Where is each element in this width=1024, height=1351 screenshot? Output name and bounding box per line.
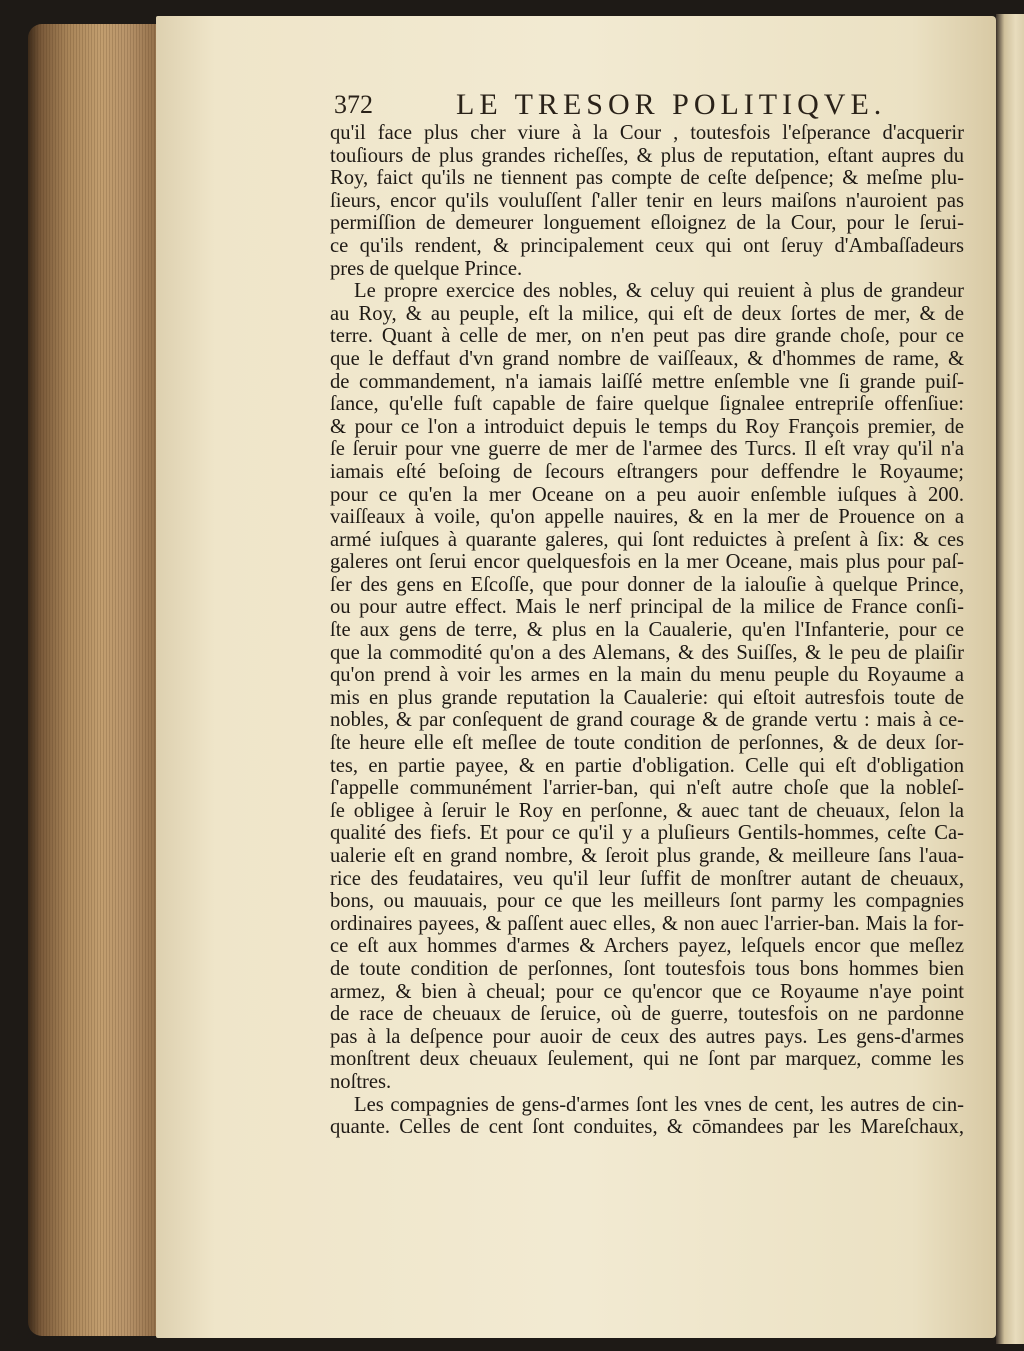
text-line: mis en plus grande reputation la Caualerie: qui eſtoit autresfois toute de (330, 686, 964, 709)
text-line: ſe ſeruir pour vne guerre de mer de l'armee des Turcs. Il eſt vray qu'il n'a (330, 438, 964, 461)
text-line: vaiſſeaux à voile, qu'on appelle nauires, & en la mer de Prouence on a (330, 506, 964, 529)
text-line: de toute condition de perſonnes, ſont toutesfois tous bons hommes bien (330, 957, 964, 980)
page-number: 372 (334, 90, 373, 119)
text-line: ce qu'ils rendent, & principalement ceux qui ont ſeruy d'Ambaſſadeurs (330, 234, 964, 257)
text-line: ſance, qu'elle fuſt capable de faire quelque ſignalee entrepriſe offenſiue: (330, 393, 964, 416)
text-line: galeres ont ſerui encor quelquesfois en la mer Oceane, mais plus pour paſ- (330, 551, 964, 574)
text-line: armez, & bien à cheual; pour ce qu'encor que ce Royaume n'aye point (330, 980, 964, 1003)
text-line: iamais eſté beſoing de ſecours eſtrangers pour deffendre le Royaume; (330, 460, 964, 483)
text-line: & pour ce l'on a introduict depuis le temps du Roy François premier, de (330, 415, 964, 438)
text-line: armé iuſques à quarante galeres, qui ſont reduictes à preſent à ſix: & ces (330, 528, 964, 551)
text-line: ſe obligee à ſeruir le Roy en perſonne, & auec tant de cheuaux, ſelon la (330, 799, 964, 822)
text-line: ſte aux gens de terre, & plus en la Caualerie, qu'en l'Infanterie, pour ce (330, 619, 964, 642)
text-line: touſiours de plus grandes richeſſes, & plus de reputation, eſtant aupres du (330, 144, 964, 167)
text-line: quante. Celles de cent ſont conduites, & cōmandees par les Mareſchaux, (330, 1116, 964, 1139)
text-line: ce eſt aux hommes d'armes & Archers payez, leſquels encor que meſlez (330, 935, 964, 958)
text-line: ou pour autre effect. Mais le nerf principal de la milice de France conſi- (330, 596, 964, 619)
text-line: permiſſion de demeurer longuement eſloignez de la Cour, pour le ſerui- (330, 212, 964, 235)
text-line: ſer des gens en Eſcoſſe, que pour donner de la ialouſie à quelque Prince, (330, 573, 964, 596)
text-line: pas à la deſpence pour auoir de ceux des autres pays. Les gens-d'armes (330, 1025, 964, 1048)
page-header (334, 86, 974, 126)
text-line: Le propre exercice des nobles, & celuy qui reuient à plus de grandeur (354, 280, 964, 303)
text-line: de race de cheuaux de ſeruice, où de guerre, toutesfois on ne pardonne (330, 1003, 964, 1026)
text-line: ualerie eſt en grand nombre, & ſeroit plus grande, & meilleure ſans l'aua- (330, 845, 964, 867)
text-line: terre. Quant à celle de mer, on n'en peut pas dire grande choſe, pour ce (330, 325, 964, 348)
text-line: qualité des fiefs. Et pour ce qu'il y a pluſieurs Gentils-hommes, ceſte Ca- (330, 822, 964, 845)
text-line: noſtres. (330, 1070, 392, 1093)
text-line: au Roy, & au peuple, eſt la milice, qui eſt de deux ſortes de mer, & de (330, 302, 964, 325)
text-line: Les compagnies de gens-d'armes ſont les vnes de cent, les autres de cin- (354, 1093, 964, 1116)
text-line: que le deffaut d'vn grand nombre de vaiſſeaux, & d'hommes de rame, & (330, 347, 964, 370)
text-line: ſ'appelle communément l'arrier-ban, qui n'eſt autre choſe que la nobleſ- (330, 777, 964, 800)
facing-page-edge (996, 14, 1024, 1344)
text-line: que la commodité qu'on a des Alemans, & des Suiſſes, & le peu de plaiſir (330, 641, 964, 664)
text-line: bons, ou mauuais, pour ce que les meilleurs ſont parmy les compagnies (330, 890, 964, 913)
text-line: ſieurs, encor qu'ils vouluſſent ſ'aller tenir en leurs maiſons n'auroient pas (330, 189, 964, 212)
text-line: nobles, & par conſequent de grand courage & de grande vertu : mais à ce- (330, 709, 964, 732)
text-line: pour ce qu'en la mer Oceane on a peu auoir enſemble iuſques à 200. (330, 483, 964, 506)
text-line: ordinaires payees, & paſſent auec elles, & non auec l'arrier-ban. Mais la for- (330, 912, 964, 935)
text-line: de commandement, n'a iamais laiſſé mettre enſemble vne ſi grande puiſ- (330, 370, 964, 393)
running-title: LE TRESOR POLITIQVE. (456, 88, 887, 121)
text-line: qu'il face plus cher viure à la Cour , toutesfois l'eſperance d'acquerir (330, 122, 964, 144)
text-line: Roy, faict qu'ils ne tiennent pas compte de ceſte deſpence; & meſme plu- (330, 167, 964, 190)
body-text (330, 122, 964, 1139)
text-line: ſte heure elle eſt meſlee de toute condition de perſonnes, & de deux ſor- (330, 732, 964, 755)
text-line: pres de quelque Prince. (330, 257, 523, 280)
text-line: tes, en partie payee, & en partie d'obligation. Celle qui eſt d'obligation (330, 754, 964, 777)
text-line: monſtrent deux cheuaux ſeulement, qui ne ſont par marquez, comme les (330, 1048, 964, 1071)
text-line: qu'on prend à voir les armes en la main du menu peuple du Royaume a (330, 664, 964, 687)
text-line: rice des feudataires, veu qu'il leur ſuffit de monſtrer autant de cheuaux, (330, 867, 964, 890)
book-page-edges (28, 24, 160, 1336)
